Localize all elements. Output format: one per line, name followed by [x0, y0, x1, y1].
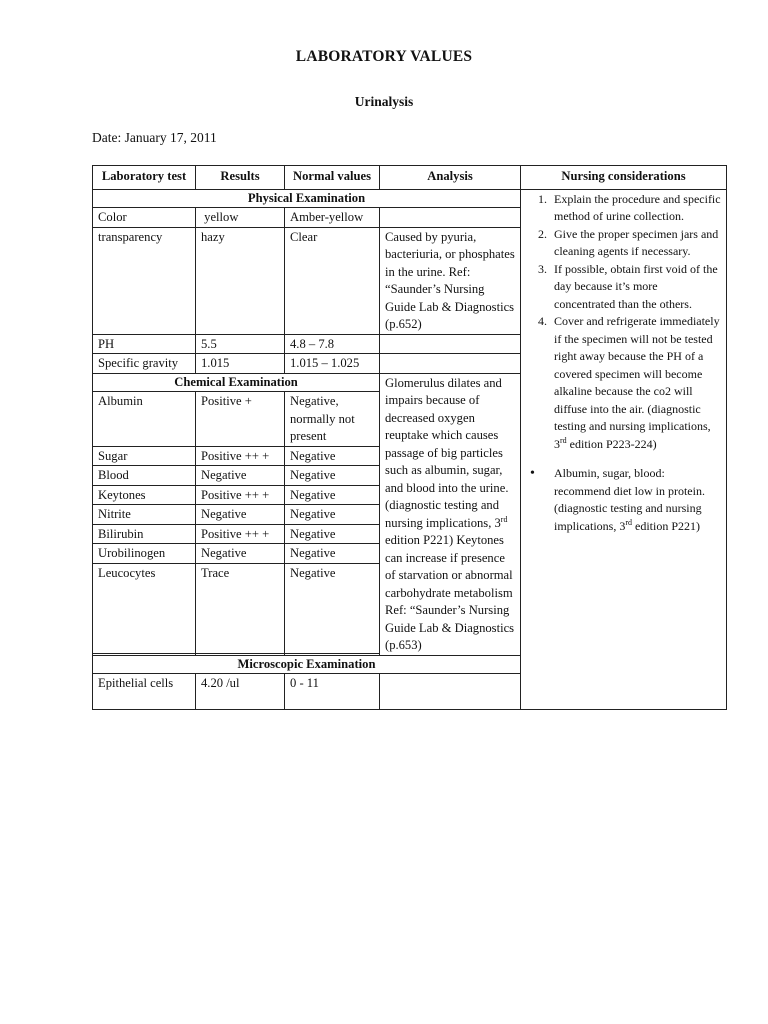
chemical-analysis-text: Glomerulus dilates and impairs because of decreased oxygen reuptake which causes passage of big particles such as albumin, sugar, and blood into the urine. (diagnostic testing and nursing implications, 3: [385, 375, 509, 530]
nursing-item: 2. Give the proper specimen jars and cleaning agents if necessary.: [550, 226, 721, 261]
cell-normal: Negative: [285, 563, 380, 653]
cell-analysis: [380, 354, 521, 374]
cell-normal: Negative: [285, 446, 380, 466]
cell-analysis: Caused by pyuria, bacteriuria, or phosphates in the urine. Ref: “Saunder’s Nursing Guide Lab & Diagnostics (p.652): [380, 227, 521, 334]
nursing-item-4-text: Cover and refrigerate immediately if the specimen will not be tested right away because the PH of a covered specimen will become alkaline because the co2 will diffuse into the air. (diagnostic testing and nursing implications, 3: [554, 314, 720, 451]
cell-test: Keytones: [93, 485, 196, 505]
nursing-item: [550, 313, 721, 453]
cell-test: transparency: [93, 227, 196, 334]
cell-test: Epithelial cells: [93, 674, 196, 710]
cell-result: Negative: [196, 544, 285, 564]
cell-result: 5.5: [196, 334, 285, 354]
cell-result: yellow: [196, 208, 285, 228]
chemical-analysis-text-end: edition P221) Keytones can increase if presence of starvation or abnormal carbohydrate metabolism Ref: “Saunder’s Nursing Guide Lab & Diagnostics (p.653): [385, 533, 515, 652]
superscript: rd: [625, 517, 632, 527]
section-row-physical: [93, 189, 727, 208]
nursing-bullet-text: Albumin, sugar, blood: recommend diet low in protein. (diagnostic testing and nursing implications, 3: [554, 466, 705, 533]
cell-test: Sugar: [93, 446, 196, 466]
header-normal-values: Normal values: [285, 166, 380, 190]
cell-test: Specific gravity: [93, 354, 196, 374]
cell-normal: Negative: [285, 544, 380, 564]
cell-normal: Clear: [285, 227, 380, 334]
nursing-bullet-list: [526, 465, 721, 535]
page-subtitle: Urinalysis: [354, 94, 414, 109]
cell-normal: Amber-yellow: [285, 208, 380, 228]
cell-result: Negative: [196, 505, 285, 525]
cell-result: 4.20 /ul: [196, 674, 285, 710]
cell-normal: Negative, normally not present: [285, 392, 380, 447]
cell-result: Positive +: [196, 392, 285, 447]
cell-analysis: [380, 334, 521, 354]
nursing-bullet-text-end: edition P221): [632, 518, 700, 533]
cell-result: Positive ++ +: [196, 446, 285, 466]
cell-test: Blood: [93, 466, 196, 486]
table-header-row: [93, 166, 727, 190]
cell-result: Positive ++ +: [196, 524, 285, 544]
section-physical-examination: Physical Examination: [93, 189, 521, 208]
nursing-item-4-text-end: edition P223-224): [566, 436, 657, 451]
cell-result: Positive ++ +: [196, 485, 285, 505]
lab-values-table: [92, 165, 727, 710]
cell-result: Negative: [196, 466, 285, 486]
cell-result: Trace: [196, 563, 285, 653]
cell-test: Leucocytes: [93, 563, 196, 653]
cell-test: Albumin: [93, 392, 196, 447]
header-analysis: Analysis: [380, 166, 521, 190]
cell-normal: Negative: [285, 485, 380, 505]
nursing-considerations-list: [526, 191, 721, 454]
cell-test: Nitrite: [93, 505, 196, 525]
bullet-icon: •: [530, 466, 535, 481]
superscript: rd: [500, 514, 508, 524]
cell-test: PH: [93, 334, 196, 354]
report-date: Date: January 17, 2011: [92, 130, 217, 145]
cell-normal: Negative: [285, 505, 380, 525]
cell-result: hazy: [196, 227, 285, 334]
superscript: rd: [560, 435, 567, 445]
nursing-item: 3. If possible, obtain first void of the day because it’s more concentrated than the others.: [550, 261, 721, 314]
section-microscopic-examination: Microscopic Examination: [93, 655, 521, 674]
cell-result: 1.015: [196, 354, 285, 374]
cell-normal: 0 - 11: [285, 674, 380, 710]
header-results: Results: [196, 166, 285, 190]
cell-normal: 4.8 – 7.8: [285, 334, 380, 354]
nursing-item: 1. Explain the procedure and specific method of urine collection.: [550, 191, 721, 226]
cell-test: Color: [93, 208, 196, 228]
section-chemical-examination: Chemical Examination: [93, 373, 380, 392]
cell-test: Urobilinogen: [93, 544, 196, 564]
cell-normal: 1.015 – 1.025: [285, 354, 380, 374]
header-laboratory-test: Laboratory test: [93, 166, 196, 190]
page-title: LABORATORY VALUES: [295, 48, 473, 65]
cell-test: Bilirubin: [93, 524, 196, 544]
nursing-bullet-item: [530, 465, 721, 535]
nursing-considerations-cell: [521, 189, 727, 710]
chemical-analysis-cell: [380, 373, 521, 655]
cell-normal: Negative: [285, 524, 380, 544]
cell-analysis: [380, 208, 521, 228]
header-nursing-considerations: Nursing considerations: [521, 166, 727, 190]
cell-normal: Negative: [285, 466, 380, 486]
cell-analysis: [380, 674, 521, 710]
